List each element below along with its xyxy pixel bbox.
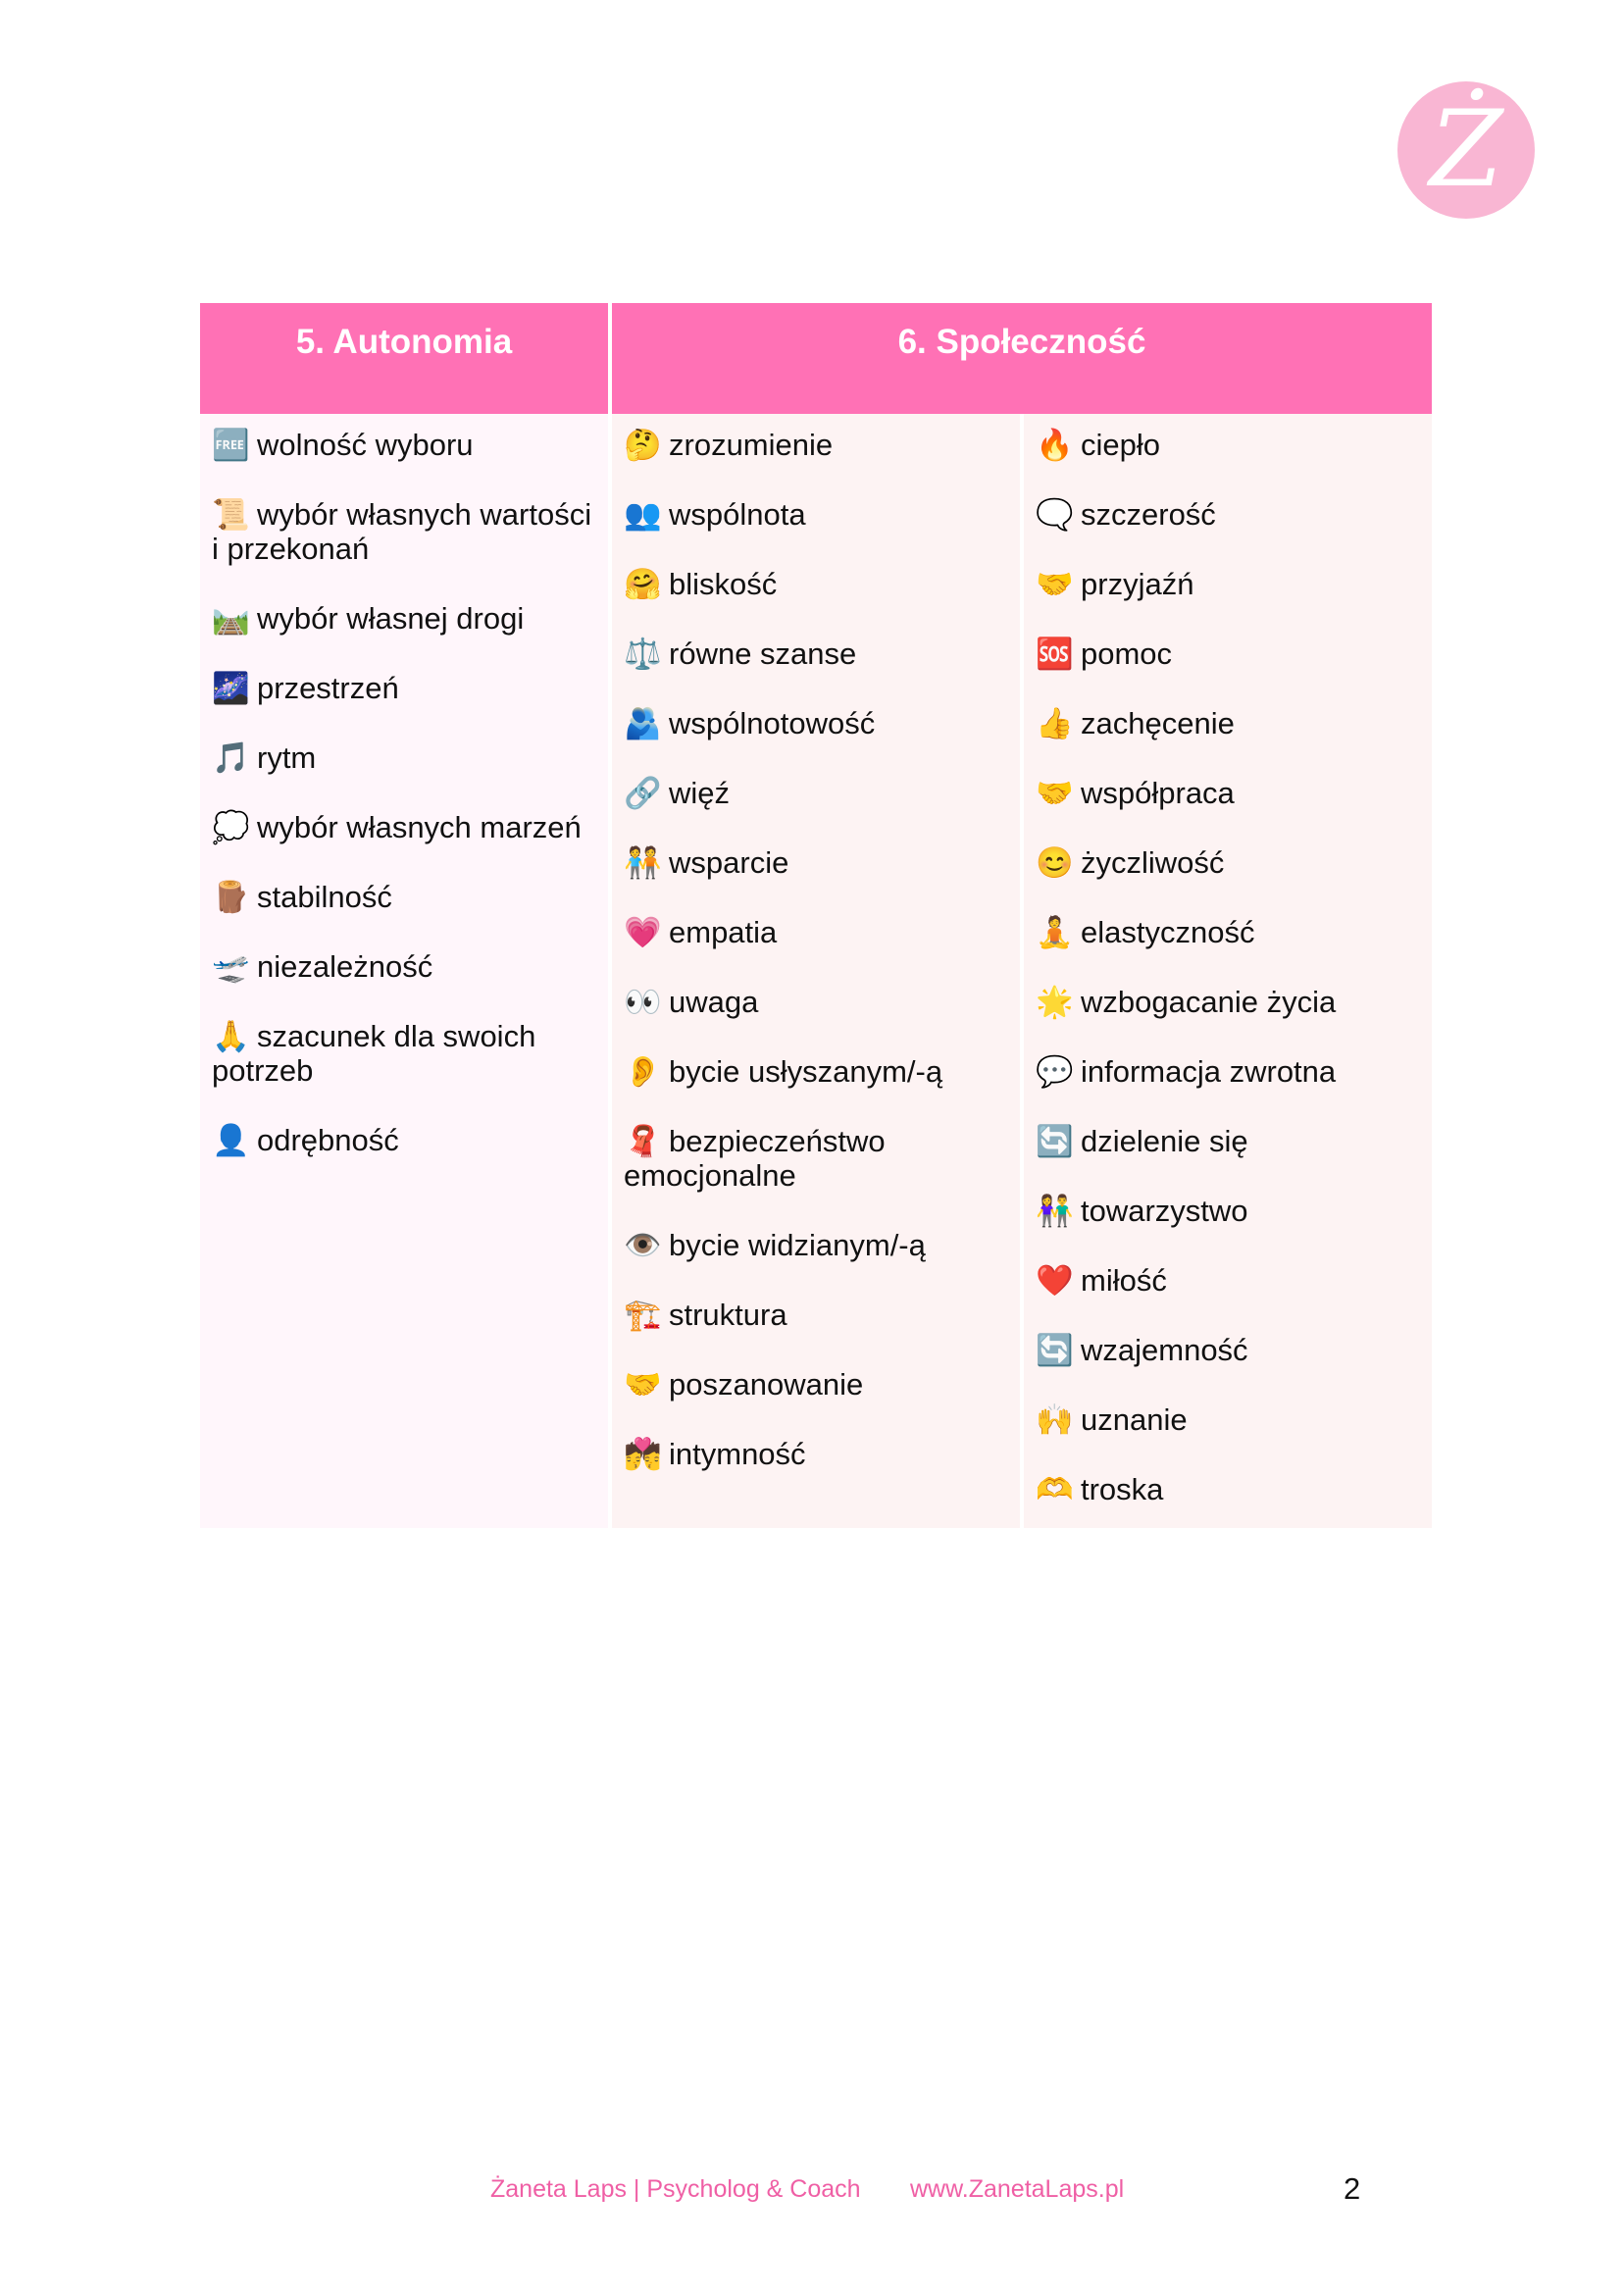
list-item-label: więź	[669, 776, 731, 810]
balance-scale-icon: ⚖️	[624, 637, 662, 671]
thinking-face-icon: 🤔	[624, 428, 662, 462]
list-item	[1036, 1263, 1420, 1298]
list-item-label: szacunek dla swoich potrzeb	[212, 1019, 536, 1088]
link-icon: 🔗	[624, 776, 662, 810]
list-item	[624, 637, 1008, 671]
list-item-label: niezależność	[257, 949, 433, 984]
list-item	[624, 497, 1008, 532]
thumbs-up-icon: 👍	[1036, 706, 1074, 740]
list-item	[624, 1298, 1008, 1332]
construction-crane-icon: 🏗️	[624, 1298, 662, 1332]
music-note-icon: 🎵	[212, 740, 250, 775]
raising-hands-icon: 🙌	[1036, 1402, 1074, 1437]
list-item-label: wybór własnej drogi	[257, 601, 525, 636]
list-item-label: elastyczność	[1081, 915, 1255, 949]
list-item-label: przyjaźń	[1081, 567, 1194, 601]
needs-table	[200, 303, 1432, 1528]
folded-hands-icon: 🙏	[212, 1019, 250, 1053]
list-item-label: poszanowanie	[669, 1367, 864, 1402]
list-item-label: bezpieczeństwo emocjonalne	[624, 1124, 886, 1193]
list-item	[212, 601, 596, 636]
lotus-position-icon: 🧘	[1036, 915, 1074, 949]
list-item-label: wolność wyboru	[257, 428, 474, 462]
list-item	[1036, 497, 1420, 532]
list-item	[1036, 1472, 1420, 1506]
list-item	[624, 1367, 1008, 1402]
handshake-icon: 🤝	[1036, 776, 1074, 810]
handshake-icon: 🤝	[1036, 567, 1074, 601]
list-item-label: miłość	[1081, 1263, 1167, 1298]
list-item	[212, 1019, 596, 1088]
scarf-icon: 🧣	[624, 1124, 662, 1158]
sos-icon: 🆘	[1036, 637, 1074, 671]
list-item-label: bycie widzianym/-ą	[669, 1228, 926, 1262]
list-item-label: zrozumienie	[669, 428, 834, 462]
list-item	[212, 740, 596, 775]
list-item-label: ciepło	[1081, 428, 1160, 462]
brand-logo	[1397, 81, 1535, 219]
list-item	[624, 776, 1008, 810]
ear-icon: 👂	[624, 1054, 662, 1089]
list-item	[624, 1124, 1008, 1193]
list-item-label: życzliwość	[1081, 845, 1225, 880]
list-item	[1036, 1054, 1420, 1089]
list-item	[624, 428, 1008, 462]
list-item	[624, 915, 1008, 949]
thought-balloon-icon: 💭	[212, 810, 250, 844]
list-item	[212, 810, 596, 844]
list-item	[212, 497, 596, 566]
list-item	[1036, 1333, 1420, 1367]
fire-icon: 🔥	[1036, 428, 1074, 462]
column-spolecznosc-left	[612, 414, 1020, 1528]
list-item-label: równe szanse	[669, 637, 857, 671]
list-item-label: empatia	[669, 915, 778, 949]
list-item	[624, 567, 1008, 601]
list-item	[624, 1054, 1008, 1089]
list-item-label: współpraca	[1081, 776, 1235, 810]
growing-heart-icon: 💗	[624, 915, 662, 949]
counterclockwise-arrows-icon: 🔄	[1036, 1124, 1074, 1158]
people-hugging-icon: 🫂	[624, 706, 662, 740]
wood-icon: 🪵	[212, 880, 250, 914]
list-item-label: wybór własnych wartości i przekonań	[212, 497, 592, 566]
busts-icon: 👥	[624, 497, 662, 532]
list-item	[1036, 706, 1420, 740]
bust-silhouette-icon: 👤	[212, 1123, 250, 1157]
list-item	[1036, 1194, 1420, 1228]
list-item	[1036, 637, 1420, 671]
list-item	[212, 428, 596, 462]
list-item-label: pomoc	[1081, 637, 1173, 671]
header-autonomia: 5. Autonomia	[200, 303, 608, 414]
eye-icon: 👁️	[624, 1228, 662, 1262]
free-icon: 🆓	[212, 428, 250, 462]
eyes-icon: 👀	[624, 985, 662, 1019]
list-item-label: wspólnota	[669, 497, 806, 532]
speech-bubble-icon: 🗨️	[1036, 497, 1074, 532]
list-item	[624, 845, 1008, 880]
speech-balloon-icon: 💬	[1036, 1054, 1074, 1089]
list-item-label: uwaga	[669, 985, 759, 1019]
list-item	[1036, 1402, 1420, 1437]
list-item-label: bliskość	[669, 567, 778, 601]
list-item	[1036, 1124, 1420, 1158]
heart-hands-icon: 🫶	[1036, 1472, 1074, 1506]
list-item	[624, 706, 1008, 740]
counterclockwise-arrows-icon: 🔄	[1036, 1333, 1074, 1367]
list-item	[1036, 567, 1420, 601]
red-heart-icon: ❤️	[1036, 1263, 1074, 1298]
list-item	[212, 671, 596, 705]
railway-track-icon: 🛤️	[212, 601, 250, 636]
milky-way-icon: 🌌	[212, 671, 250, 705]
list-item-label: odrębność	[257, 1123, 399, 1157]
list-item-label: wzajemność	[1081, 1333, 1248, 1367]
list-item	[1036, 845, 1420, 880]
list-item	[624, 985, 1008, 1019]
list-item-label: informacja zwrotna	[1081, 1054, 1337, 1089]
people-together-icon: 👫	[1036, 1194, 1074, 1228]
list-item-label: stabilność	[257, 880, 392, 914]
list-item-label: wsparcie	[669, 845, 789, 880]
list-item-label: rytm	[257, 740, 317, 775]
hugging-face-icon: 🤗	[624, 567, 662, 601]
glowing-star-icon: 🌟	[1036, 985, 1074, 1019]
page-footer	[0, 2171, 1624, 2215]
list-item-label: dzielenie się	[1081, 1124, 1248, 1158]
list-item-label: wybór własnych marzeń	[257, 810, 582, 844]
footer-author: Żaneta Laps | Psycholog & Coach	[490, 2175, 861, 2203]
page-number: 2	[1344, 2171, 1361, 2206]
list-item-label: troska	[1081, 1472, 1164, 1506]
list-item	[212, 880, 596, 914]
list-item-label: szczerość	[1081, 497, 1216, 532]
handshake-icon: 🤝	[624, 1367, 662, 1402]
list-item-label: bycie usłyszanym/-ą	[669, 1054, 943, 1089]
footer-website-link[interactable]: www.ZanetaLaps.pl	[910, 2175, 1125, 2203]
list-item-label: struktura	[669, 1298, 787, 1332]
people-holding-hands-icon: 🧑‍🤝‍🧑	[624, 845, 662, 880]
list-item	[212, 1123, 596, 1157]
airplane-departure-icon: 🛫	[212, 949, 250, 984]
column-spolecznosc-right	[1024, 414, 1432, 1528]
list-item-label: towarzystwo	[1081, 1194, 1248, 1228]
list-item	[212, 949, 596, 984]
list-item-label: uznanie	[1081, 1402, 1188, 1437]
list-item-label: intymność	[669, 1437, 806, 1471]
list-item-label: wzbogacanie życia	[1081, 985, 1337, 1019]
smiling-face-icon: 😊	[1036, 845, 1074, 880]
list-item	[624, 1437, 1008, 1471]
logo-letter: Ż	[1429, 88, 1503, 211]
kiss-couple-icon: 💏	[624, 1437, 662, 1471]
list-item-label: zachęcenie	[1081, 706, 1235, 740]
scroll-icon: 📜	[212, 497, 250, 532]
list-item	[1036, 985, 1420, 1019]
table-header	[200, 303, 1432, 414]
list-item-label: przestrzeń	[257, 671, 399, 705]
list-item	[1036, 915, 1420, 949]
header-spolecznosc: 6. Społeczność	[612, 303, 1432, 414]
table-body	[200, 414, 1432, 1528]
list-item	[1036, 776, 1420, 810]
list-item-label: wspólnotowość	[669, 706, 876, 740]
column-autonomia	[200, 414, 608, 1528]
list-item	[624, 1228, 1008, 1262]
list-item	[1036, 428, 1420, 462]
